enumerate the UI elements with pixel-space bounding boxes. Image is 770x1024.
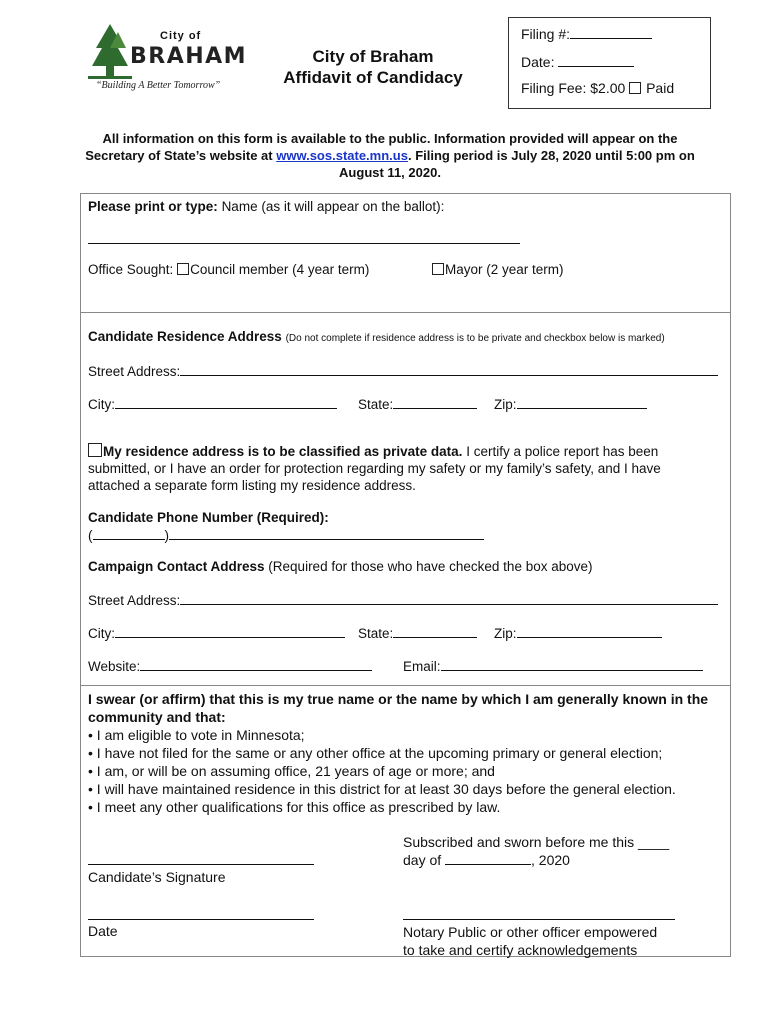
- notary-line-1: Notary Public or other officer empowered: [403, 924, 658, 940]
- mayor-row: [432, 262, 564, 277]
- page-title: [268, 46, 478, 88]
- tree-icon: [88, 22, 132, 82]
- campaign-website-row: [88, 657, 372, 674]
- oath-item: • I have not filed for the same or any other office at the upcoming primary or general election;: [88, 744, 726, 762]
- candidate-signature-line-row: [88, 851, 314, 868]
- logo-city-text: City of: [160, 30, 202, 42]
- campaign-street-field[interactable]: [180, 591, 718, 605]
- residence-zip-label: Zip:: [494, 397, 517, 412]
- name-field[interactable]: [88, 230, 520, 244]
- residence-city-row: [88, 395, 337, 412]
- campaign-website-label: Website:: [88, 659, 141, 674]
- campaign-heading: Campaign Contact Address: [88, 559, 265, 574]
- private-data-checkbox[interactable]: [88, 443, 102, 457]
- paid-label: Paid: [646, 80, 675, 96]
- public-notice: [80, 130, 700, 181]
- filing-date-row: [521, 53, 634, 70]
- oath-item: • I will have maintained residence in this district for at least 30 days before the general election.: [88, 780, 726, 798]
- filing-box: [508, 17, 711, 109]
- name-row: [88, 199, 444, 214]
- oath-item: • I am eligible to vote in Minnesota;: [88, 726, 726, 744]
- name-label: Name (as it will appear on the ballot):: [221, 199, 445, 214]
- section-divider: [81, 685, 730, 686]
- private-data-row: [88, 443, 661, 494]
- residence-state-label: State:: [358, 397, 394, 412]
- campaign-state-field[interactable]: [393, 624, 477, 638]
- campaign-heading-row: [88, 559, 593, 574]
- residence-state-row: [358, 395, 477, 412]
- notary-signature-field[interactable]: [403, 906, 675, 920]
- sworn-year: , 2020: [531, 852, 570, 868]
- filing-date-field[interactable]: [558, 53, 634, 67]
- sworn-day-field[interactable]: [445, 851, 531, 865]
- campaign-city-field[interactable]: [115, 624, 345, 638]
- name-field-row: [88, 230, 520, 247]
- date-label: Date: [88, 923, 118, 939]
- residence-zip-row: [494, 395, 647, 412]
- filing-fee-row: [521, 80, 674, 96]
- oath-item: • I meet any other qualifications for this office as prescribed by law.: [88, 798, 726, 816]
- phone-row: [88, 509, 484, 544]
- mayor-option-label: Mayor (2 year term): [445, 262, 564, 277]
- campaign-zip-field[interactable]: [517, 624, 662, 638]
- notary-line-2: to take and certify acknowledgements: [403, 942, 638, 958]
- filing-number-field[interactable]: [570, 25, 652, 39]
- residence-state-field[interactable]: [393, 395, 477, 409]
- filing-date-label: Date:: [521, 54, 555, 70]
- title-line-2: Affidavit of Candidacy: [283, 68, 463, 87]
- residence-street-field[interactable]: [180, 362, 718, 376]
- print-label: Please print or type:: [88, 199, 218, 214]
- campaign-zip-row: [494, 624, 662, 641]
- phone-area-code-field[interactable]: [93, 526, 165, 540]
- sworn-block: [403, 833, 669, 869]
- filing-number-label: Filing #:: [521, 26, 571, 42]
- campaign-state-label: State:: [358, 626, 394, 641]
- residence-note: (Do not complete if residence address is to be private and checkbox below is marked): [285, 333, 665, 344]
- filing-fee-label: Filing Fee: $2.00: [521, 80, 626, 96]
- phone-paren-open: (: [88, 528, 93, 543]
- paid-checkbox[interactable]: [629, 82, 641, 94]
- campaign-note: (Required for those who have checked the box above): [268, 559, 593, 574]
- date-field[interactable]: [88, 906, 314, 920]
- phone-number-field[interactable]: [169, 526, 484, 540]
- mayor-checkbox[interactable]: [432, 263, 444, 275]
- campaign-street-row: [88, 591, 718, 608]
- campaign-website-field[interactable]: [140, 657, 372, 671]
- residence-street-label: Street Address:: [88, 364, 181, 379]
- council-checkbox[interactable]: [177, 263, 189, 275]
- oath-intro: I swear (or affirm) that this is my true name or the name by which I am generally known in the community and that:: [88, 691, 709, 725]
- logo-name-text: BRAHAM: [130, 44, 248, 69]
- campaign-city-label: City:: [88, 626, 115, 641]
- office-label: Office Sought:: [88, 262, 174, 277]
- private-data-line-3: attached a separate form listing my residence address.: [88, 478, 416, 493]
- date-line-row: [88, 906, 314, 923]
- notary-block: [403, 923, 657, 959]
- campaign-email-label: Email:: [403, 659, 441, 674]
- oath-item: • I am, or will be on assuming office, 21 years of age or more; and: [88, 762, 726, 780]
- campaign-email-field[interactable]: [441, 657, 703, 671]
- private-data-line-2: submitted, or I have an order for protection regarding my safety or my family’s safety, and I have: [88, 461, 661, 476]
- sworn-day-label: day of: [403, 852, 442, 868]
- residence-city-label: City:: [88, 397, 115, 412]
- residence-city-field[interactable]: [115, 395, 337, 409]
- campaign-city-row: [88, 624, 345, 641]
- residence-heading: Candidate Residence Address: [88, 329, 282, 344]
- filing-number-row: [521, 25, 652, 42]
- candidate-signature-field[interactable]: [88, 851, 314, 865]
- campaign-zip-label: Zip:: [494, 626, 517, 641]
- sos-website-link[interactable]: www.sos.state.mn.us: [276, 148, 408, 163]
- oath-list: [88, 726, 726, 816]
- candidate-signature-label: Candidate’s Signature: [88, 869, 226, 885]
- council-option-label: Council member (4 year term): [190, 262, 370, 277]
- logo-tagline: “Building A Better Tomorrow”: [96, 80, 221, 91]
- private-data-label: My residence address is to be classified as private data.: [103, 444, 463, 459]
- campaign-state-row: [358, 624, 477, 641]
- office-row: [88, 262, 369, 277]
- notice-text-1: All information on this form is available to the public. Information provided will appear on the Secretary of State’s website at: [85, 131, 678, 163]
- campaign-street-label: Street Address:: [88, 593, 181, 608]
- oath-section: [88, 690, 726, 816]
- sworn-line-1: Subscribed and sworn before me this ____: [403, 834, 670, 850]
- title-line-1: City of Braham: [312, 47, 434, 66]
- notice-text-2: . Filing period is July 28, 2020 until 5:00 pm on August 11, 2020.: [339, 148, 695, 180]
- private-data-line-1: I certify a police report has been: [466, 444, 659, 459]
- campaign-email-row: [403, 657, 703, 674]
- phone-paren-close: ): [164, 528, 169, 543]
- residence-heading-row: [88, 329, 665, 344]
- notary-line-row: [403, 906, 675, 923]
- phone-label: Candidate Phone Number (Required):: [88, 510, 329, 525]
- section-divider: [81, 312, 730, 313]
- residence-street-row: [88, 362, 718, 379]
- affidavit-form: [80, 193, 731, 957]
- residence-zip-field[interactable]: [517, 395, 647, 409]
